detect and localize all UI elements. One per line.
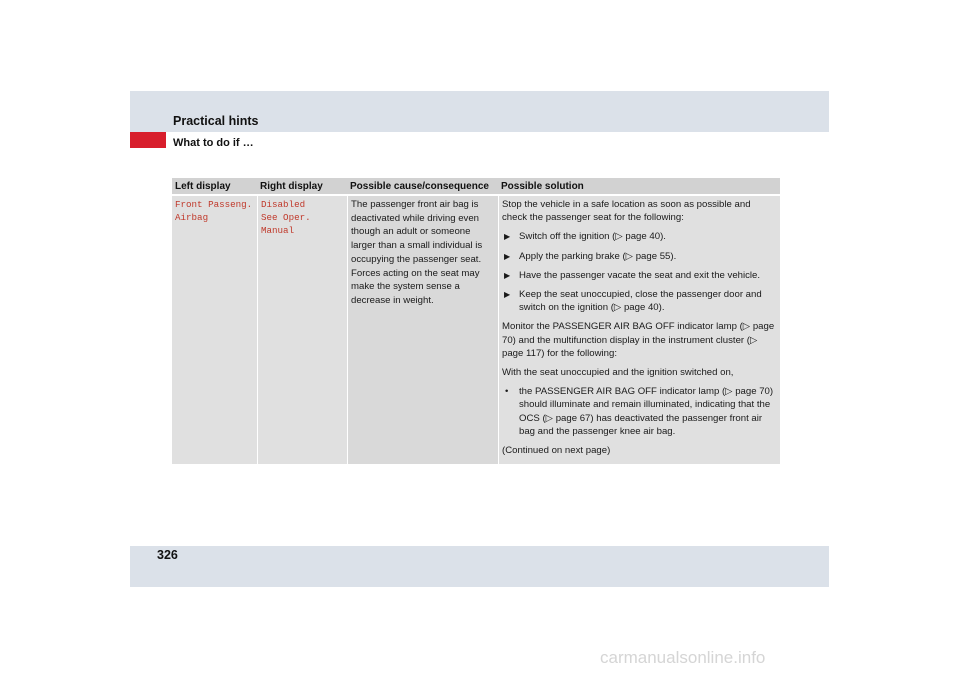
header-right-display: Right display: [260, 181, 323, 192]
left-display-line: Airbag: [175, 212, 209, 223]
solution-condition: With the seat unoccupied and the ignition switched on,: [502, 367, 734, 379]
cell-right-display: [258, 196, 347, 464]
section-subtitle: What to do if …: [173, 137, 254, 149]
cause-text: The passenger front air bag is deactivated while driving even though an adult or someone larger than a small individual is occupying the passenger seat. Forces acting on the seat may make the system sense a decrease in weight.: [351, 199, 483, 306]
solution-step: ▶ Keep the seat unoccupied, close the passenger door and switch on the ignition (▷ page 40).: [504, 289, 762, 314]
section-marker: [130, 132, 166, 148]
solution-step: ▶ Apply the parking brake (▷ page 55).: [504, 250, 677, 262]
footer-band: [130, 546, 829, 587]
step-arrow-icon: ▶: [504, 290, 511, 300]
solution-bullet: • the PASSENGER AIR BAG OFF indicator lamp (▷ page 70) should illuminate and remain illuminated, indicating that the OCS (▷ page 67) has deactivated the passenger front air bag and the passenger knee air bag.: [505, 386, 774, 437]
header-left-display: Left display: [175, 181, 231, 192]
troubleshooting-table: [172, 178, 780, 464]
table-header-row: [172, 178, 780, 194]
page-number: 326: [157, 548, 178, 562]
step-arrow-icon: ▶: [504, 232, 511, 242]
header-possible-cause: Possible cause/consequence: [350, 181, 489, 192]
left-display-line: Front Passeng.: [175, 199, 253, 210]
cell-possible-solution: [499, 196, 780, 464]
right-display-line: See Oper. Manual: [261, 212, 311, 236]
bullet-dot-icon: •: [505, 386, 509, 398]
section-title: Practical hints: [173, 114, 259, 128]
solution-monitor: Monitor the PASSENGER AIR BAG OFF indicator lamp (▷ page 70) and the multifunction display in the instrument cluster (▷ page 117) for the following:: [502, 321, 775, 359]
step-arrow-icon: ▶: [504, 251, 511, 261]
header-possible-solution: Possible solution: [501, 181, 584, 192]
step-arrow-icon: ▶: [504, 270, 511, 280]
solution-step: ▶ Have the passenger vacate the seat and exit the vehicle.: [504, 269, 761, 281]
cell-possible-cause: [348, 196, 498, 464]
continued-note: (Continued on next page): [502, 445, 611, 457]
solution-step: ▶ Switch off the ignition (▷ page 40).: [504, 231, 666, 243]
solution-intro: Stop the vehicle in a safe location as soon as possible and check the passenger seat for the following:: [502, 199, 751, 224]
watermark-text: carmanualsonline.info: [600, 648, 766, 667]
cell-left-display: [172, 196, 257, 464]
right-display-line: Disabled: [261, 199, 306, 210]
